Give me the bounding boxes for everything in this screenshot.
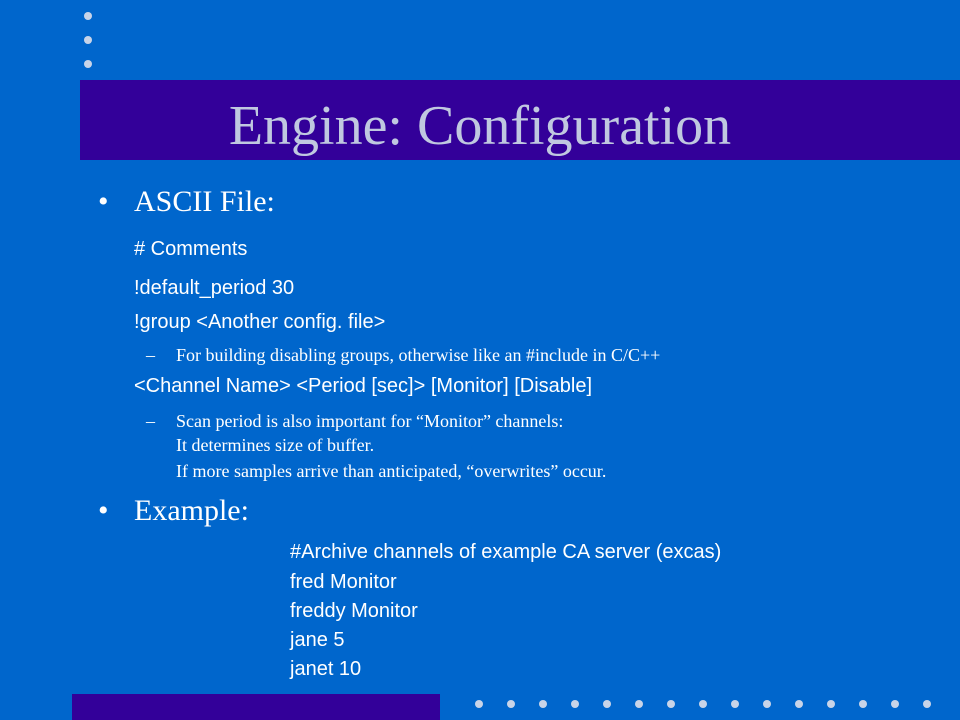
decor-dot [539, 700, 547, 708]
bullet-label: Example: [134, 494, 249, 527]
decor-dot [859, 700, 867, 708]
bullet-mark: • [98, 185, 109, 218]
decor-dot [827, 700, 835, 708]
sub-bullet-text: For building disabling groups, otherwise like an #include in C/C++ [176, 345, 661, 365]
sub-bullet-mark: – [146, 411, 155, 431]
decor-dot [84, 36, 92, 44]
decor-dot [667, 700, 675, 708]
decor-dot [571, 700, 579, 708]
decor-dot [84, 12, 92, 20]
decor-dot [507, 700, 515, 708]
code-group-line: !group <Another config. file> [134, 311, 386, 333]
decor-dot [891, 700, 899, 708]
example-line: freddy Monitor [290, 600, 418, 622]
code-comment-line: # Comments [134, 238, 248, 260]
sub-bullet-mark: – [146, 345, 155, 365]
decor-dot [763, 700, 771, 708]
bottom-band [72, 694, 440, 720]
example-line: jane 5 [290, 629, 345, 651]
decor-dot [475, 700, 483, 708]
decor-dot [84, 60, 92, 68]
scan-note-line: Scan period is also important for “Monitor” channels: [176, 411, 564, 431]
code-default-period-line: !default_period 30 [134, 277, 295, 299]
scan-note-line: If more samples arrive than anticipated, “overwrites” occur. [176, 461, 607, 481]
decor-dot [635, 700, 643, 708]
example-line: janet 10 [290, 658, 362, 680]
decor-dot [699, 700, 707, 708]
scan-note-line: It determines size of buffer. [176, 435, 375, 455]
decor-dot [923, 700, 931, 708]
decor-dot [795, 700, 803, 708]
decor-dot [603, 700, 611, 708]
example-line: #Archive channels of example CA server (excas) [290, 541, 722, 563]
example-line: fred Monitor [290, 571, 397, 593]
bullet-label: ASCII File: [134, 185, 275, 218]
decor-dot [731, 700, 739, 708]
bullet-mark: • [98, 494, 109, 527]
code-channel-format-line: <Channel Name> <Period [sec]> [Monitor] [Disable] [134, 375, 593, 397]
slide-title: Engine: Configuration [228, 95, 732, 157]
